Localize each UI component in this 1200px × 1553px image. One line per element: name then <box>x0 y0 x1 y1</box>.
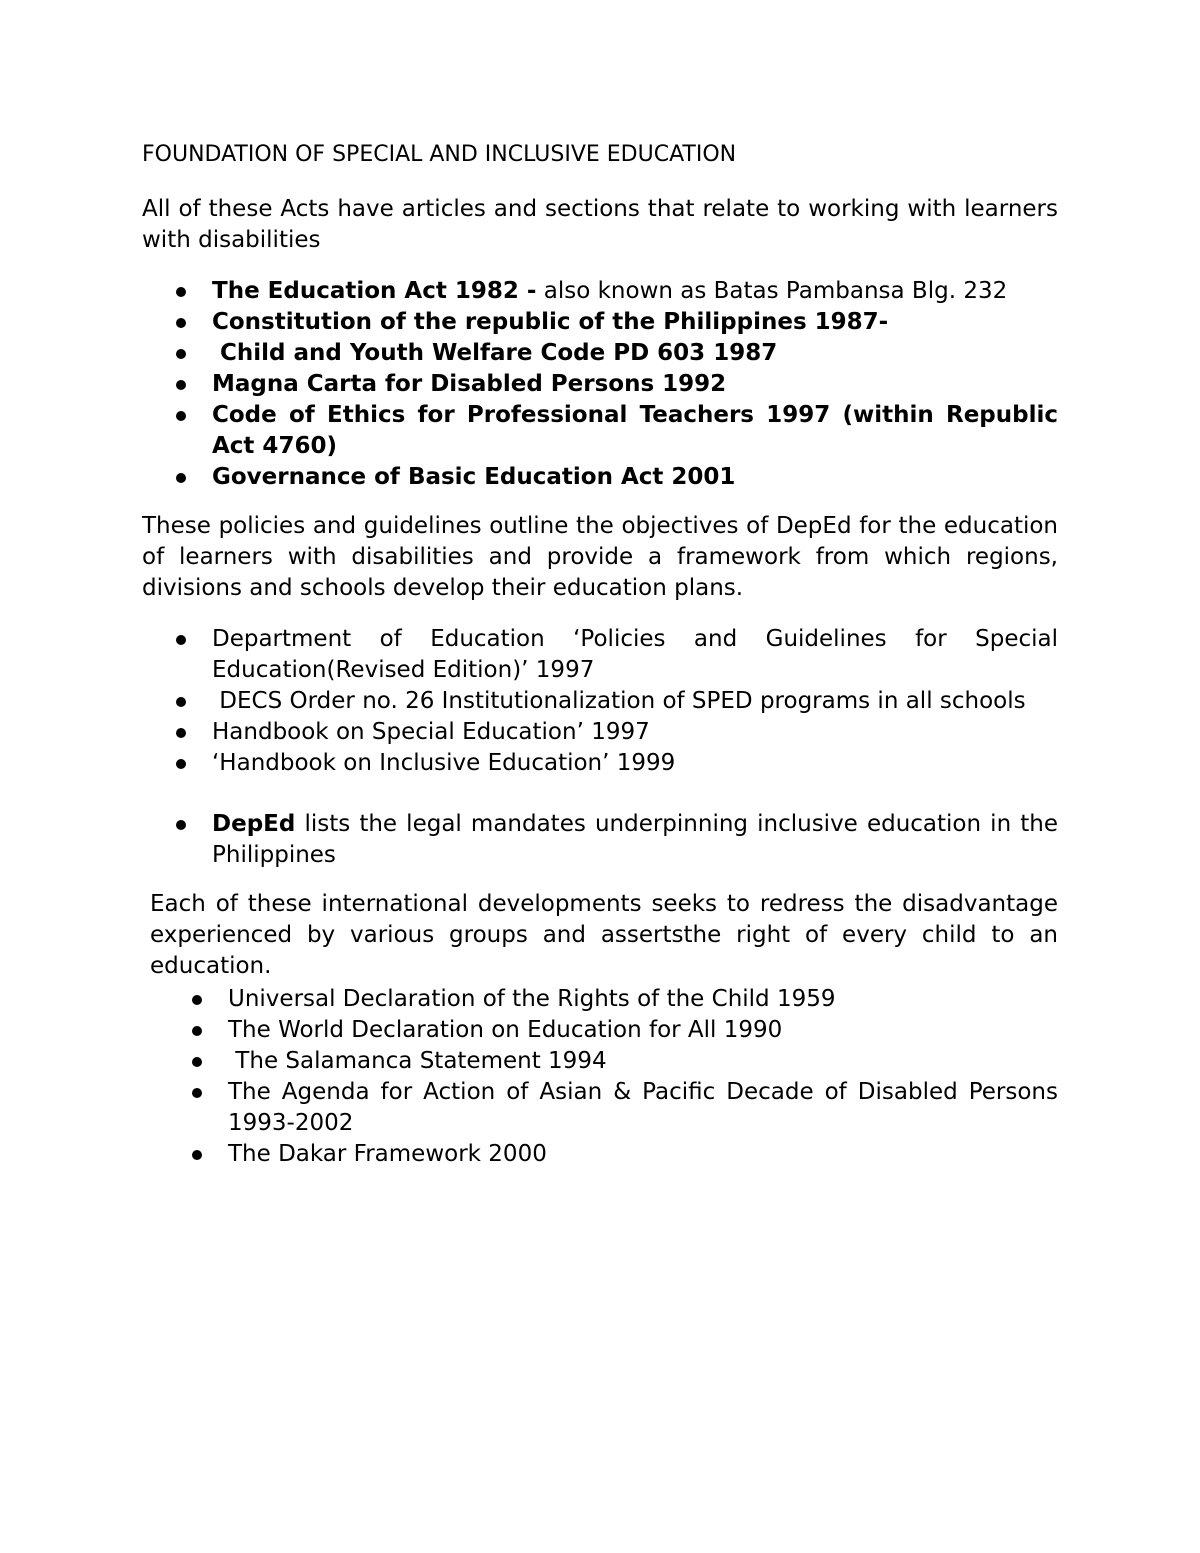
list-item: The Dakar Framework 2000 <box>150 1139 1058 1170</box>
list-item: Child and Youth Welfare Code PD 603 1987 <box>142 338 1058 369</box>
bullet-icon <box>176 318 186 328</box>
bullet-icon <box>176 473 186 483</box>
document-title: FOUNDATION OF SPECIAL AND INCLUSIVE EDUCATION <box>142 142 737 167</box>
list-item: Code of Ethics for Professional Teachers 1997 (within Republic Act 4760) <box>142 400 1058 462</box>
list-item: Governance of Basic Education Act 2001 <box>142 462 1058 493</box>
bullet-icon <box>192 1150 202 1160</box>
bullet-icon <box>176 411 186 421</box>
international-list <box>150 984 1058 1170</box>
list-item: The Education Act 1982 - also known as Batas Pambansa Blg. 232 <box>142 276 1058 307</box>
list-item: The Salamanca Statement 1994 <box>150 1046 1058 1077</box>
international-section <box>150 889 1058 1170</box>
policies-list <box>142 624 1058 779</box>
international-intro-paragraph: Each of these international developments seeks to redress the disadvantage experienced by various groups and assertsthe right of every child to an education. <box>150 891 1058 979</box>
bullet-icon <box>176 635 186 645</box>
bullet-icon <box>192 1057 202 1067</box>
bullet-icon <box>176 759 186 769</box>
bullet-icon <box>176 380 186 390</box>
bullet-icon <box>192 1026 202 1036</box>
list-item: The Agenda for Action of Asian & Pacific Decade of Disabled Persons 1993-2002 <box>150 1077 1058 1139</box>
list-item: Constitution of the republic of the Philippines 1987- <box>142 307 1058 338</box>
deped-list <box>142 809 1058 871</box>
document-page <box>142 140 1058 1188</box>
list-item: The World Declaration on Education for All 1990 <box>150 1015 1058 1046</box>
list-item: DepEd lists the legal mandates underpinning inclusive education in the Philippines <box>142 809 1058 871</box>
bullet-icon <box>176 349 186 359</box>
acts-list <box>142 276 1058 493</box>
list-item: DECS Order no. 26 Institutionalization of SPED programs in all schools <box>142 686 1058 717</box>
list-item: ‘Handbook on Inclusive Education’ 1999 <box>142 748 1058 779</box>
bullet-icon <box>192 995 202 1005</box>
list-item: Magna Carta for Disabled Persons 1992 <box>142 369 1058 400</box>
bullet-icon <box>176 697 186 707</box>
bullet-icon <box>192 1088 202 1098</box>
bullet-icon <box>176 287 186 297</box>
policies-intro-paragraph: These policies and guidelines outline the objectives of DepEd for the education of learners with disabilities and provide a framework from which regions, divisions and schools develop their education plans. <box>142 513 1058 601</box>
list-item: Handbook on Special Education’ 1997 <box>142 717 1058 748</box>
acts-intro-paragraph: All of these Acts have articles and sections that relate to working with learners with disabilities <box>142 196 1058 253</box>
bullet-icon <box>176 820 186 830</box>
list-item: Department of Education ‘Policies and Guidelines for Special Education(Revised Edition)’ 1997 <box>142 624 1058 686</box>
spacer <box>142 779 1058 797</box>
bullet-icon <box>176 728 186 738</box>
list-item: Universal Declaration of the Rights of the Child 1959 <box>150 984 1058 1015</box>
